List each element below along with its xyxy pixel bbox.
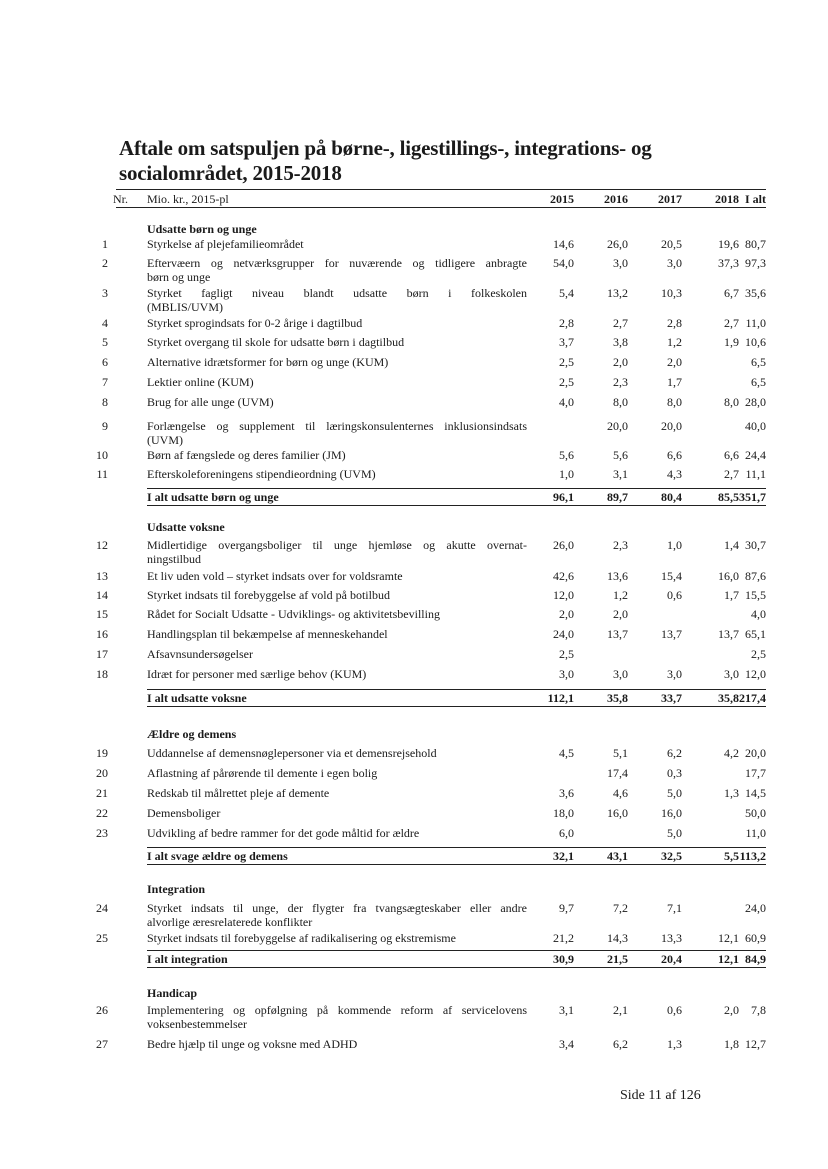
value-2015: 21,2 (553, 931, 574, 945)
value-2017: 0,3 (667, 766, 682, 780)
value-2018: 4,2 (724, 746, 739, 760)
value-2017: 16,0 (661, 806, 682, 820)
value-2017: 8,0 (667, 395, 682, 409)
value-2016: 2,7 (613, 316, 628, 330)
value-total: 65,1 (745, 627, 766, 641)
value-2018: 6,6 (724, 448, 739, 462)
section-heading: Udsatte voksne (147, 520, 225, 534)
row-number: 8 (102, 395, 108, 409)
row-description: Styrket sprogindsats for 0-2 årige i dagtilbud (147, 316, 363, 330)
total-2015: 96,1 (553, 490, 574, 504)
value-2015: 3,0 (559, 667, 574, 681)
value-2016: 3,0 (613, 667, 628, 681)
value-2015: 54,0 (553, 256, 574, 270)
row-description: Styrket fagligt niveau blandt udsatte børn i folkeskolen (147, 286, 527, 300)
total-total: 84,9 (745, 952, 766, 966)
value-2016: 5,6 (613, 448, 628, 462)
value-total: 11,1 (745, 467, 766, 481)
value-total: 14,5 (745, 786, 766, 800)
value-2017: 2,8 (667, 316, 682, 330)
value-2018: 1,7 (724, 588, 739, 602)
value-2017: 1,0 (667, 538, 682, 552)
value-2015: 1,0 (559, 467, 574, 481)
page-title: Aftale om satspuljen på børne-, ligestillings-, integrations- og socialområdet, 2015-2018 (119, 136, 652, 185)
value-2017: 6,2 (667, 746, 682, 760)
value-total: 24,4 (745, 448, 766, 462)
value-2016: 16,0 (607, 806, 628, 820)
value-total: 50,0 (745, 806, 766, 820)
row-description: Rådet for Socialt Udsatte - Udviklings- og aktivitetsbevilling (147, 607, 440, 621)
total-label: I alt udsatte voksne (147, 691, 247, 705)
row-description: ningstilbud (147, 552, 202, 566)
value-2015: 2,5 (559, 355, 574, 369)
value-2018: 2,0 (724, 1003, 739, 1017)
row-description: (MBLIS/UVM) (147, 300, 224, 314)
row-number: 17 (96, 647, 108, 661)
total-2015: 112,1 (547, 691, 574, 705)
value-2017: 1,3 (667, 1037, 682, 1051)
row-number: 4 (102, 316, 108, 330)
row-number: 14 (96, 588, 108, 602)
value-total: 24,0 (745, 901, 766, 915)
value-2016: 2,3 (613, 375, 628, 389)
value-2016: 3,1 (613, 467, 628, 481)
section-heading: Ældre og demens (147, 727, 237, 741)
value-total: 7,8 (751, 1003, 766, 1017)
row-number: 23 (96, 826, 108, 840)
total-2016: 21,5 (607, 952, 628, 966)
value-2015: 5,6 (559, 448, 574, 462)
value-2018: 1,9 (724, 335, 739, 349)
value-2016: 6,2 (613, 1037, 628, 1051)
row-description: Alternative idrætsformer for børn og unge (KUM) (147, 355, 389, 369)
value-2017: 0,6 (667, 1003, 682, 1017)
row-number: 26 (96, 1003, 108, 1017)
total-2017: 32,5 (661, 849, 682, 863)
value-2017: 6,6 (667, 448, 682, 462)
section-total-row (147, 689, 766, 707)
row-description: Midlertidige overgangsboliger til unge hjemløse og akutte overnat- (147, 538, 527, 552)
value-2015: 5,4 (559, 286, 574, 300)
row-description: Forlængelse og supplement til læringskonsulenternes inklusionsindsats (147, 419, 527, 433)
value-2016: 13,7 (607, 627, 628, 641)
row-number: 5 (102, 335, 108, 349)
value-total: 17,7 (745, 766, 766, 780)
value-total: 4,0 (751, 607, 766, 621)
value-2018: 8,0 (724, 395, 739, 409)
row-description: Styrket indsats til forebyggelse af vold på botilbud (147, 588, 390, 602)
row-description: børn og unge (147, 270, 211, 284)
value-total: 6,5 (751, 355, 766, 369)
value-2017: 15,4 (661, 569, 682, 583)
row-number: 19 (96, 746, 108, 760)
value-total: 20,0 (745, 746, 766, 760)
value-total: 15,5 (745, 588, 766, 602)
total-total: 113,2 (739, 849, 766, 863)
value-2016: 14,3 (607, 931, 628, 945)
value-2017: 3,0 (667, 667, 682, 681)
header-total: I alt (745, 192, 766, 206)
value-2016: 20,0 (607, 419, 628, 433)
value-2018: 2,7 (724, 467, 739, 481)
row-number: 6 (102, 355, 108, 369)
value-total: 40,0 (745, 419, 766, 433)
row-number: 15 (96, 607, 108, 621)
value-total: 11,0 (745, 316, 766, 330)
row-number: 11 (96, 467, 108, 481)
value-total: 10,6 (745, 335, 766, 349)
value-2017: 5,0 (667, 786, 682, 800)
row-number: 1 (102, 237, 108, 251)
value-2016: 2,0 (613, 355, 628, 369)
row-description: voksenbestemmelser (147, 1017, 247, 1031)
row-description: Idræt for personer med særlige behov (KUM) (147, 667, 367, 681)
row-description: Aflastning af pårørende til demente i egen bolig (147, 766, 378, 780)
value-total: 60,9 (745, 931, 766, 945)
value-2015: 2,8 (559, 316, 574, 330)
value-2016: 26,0 (607, 237, 628, 251)
total-2015: 32,1 (553, 849, 574, 863)
row-description: Lektier online (KUM) (147, 375, 254, 389)
total-2018: 85,5 (718, 490, 739, 504)
section-heading: Udsatte børn og unge (147, 222, 257, 236)
row-description: Brug for alle unge (UVM) (147, 395, 274, 409)
row-number: 13 (96, 569, 108, 583)
header-year-2018: 2018 (715, 192, 739, 206)
value-2017: 13,7 (661, 627, 682, 641)
value-2016: 13,2 (607, 286, 628, 300)
value-2018: 1,3 (724, 786, 739, 800)
value-2015: 9,7 (559, 901, 574, 915)
header-desc: Mio. kr., 2015-pl (147, 192, 229, 206)
value-total: 35,6 (745, 286, 766, 300)
header-year-2017: 2017 (658, 192, 682, 206)
total-2016: 35,8 (607, 691, 628, 705)
row-description: Demensboliger (147, 806, 221, 820)
row-number: 9 (102, 419, 108, 433)
value-2018: 19,6 (718, 237, 739, 251)
budget-table (96, 189, 766, 1051)
row-description: Uddannelse af demensnøglepersoner via et demensrejsehold (147, 746, 437, 760)
value-2016: 5,1 (613, 746, 628, 760)
row-number: 24 (96, 901, 108, 915)
value-2015: 3,6 (559, 786, 574, 800)
row-number: 12 (96, 538, 108, 552)
row-description: Redskab til målrettet pleje af demente (147, 786, 330, 800)
value-2015: 26,0 (553, 538, 574, 552)
value-2015: 3,1 (559, 1003, 574, 1017)
value-total: 28,0 (745, 395, 766, 409)
value-2018: 13,7 (718, 627, 739, 641)
value-2018: 37,3 (718, 256, 739, 270)
value-2017: 10,3 (661, 286, 682, 300)
value-2015: 12,0 (553, 588, 574, 602)
value-total: 11,0 (745, 826, 766, 840)
row-description: Bedre hjælp til unge og voksne med ADHD (147, 1037, 358, 1051)
value-2017: 7,1 (667, 901, 682, 915)
total-label: I alt svage ældre og demens (147, 849, 288, 863)
value-2016: 3,8 (613, 335, 628, 349)
value-2016: 17,4 (607, 766, 628, 780)
total-2017: 33,7 (661, 691, 682, 705)
value-2016: 2,3 (613, 538, 628, 552)
total-2016: 89,7 (607, 490, 628, 504)
row-description: Styrket indsats til forebyggelse af radikalisering og ekstremisme (147, 931, 456, 945)
total-2018: 5,5 (724, 849, 739, 863)
row-number: 25 (96, 931, 108, 945)
value-2016: 2,1 (613, 1003, 628, 1017)
total-total: 351,7 (739, 490, 766, 504)
section-heading: Integration (147, 882, 205, 896)
value-2018: 6,7 (724, 286, 739, 300)
section-heading: Handicap (147, 986, 198, 1000)
row-description: Et liv uden vold – styrket indsats over for voldsramte (147, 569, 403, 583)
value-2017: 2,0 (667, 355, 682, 369)
value-2015: 2,5 (559, 647, 574, 661)
value-2018: 3,0 (724, 667, 739, 681)
row-number: 16 (96, 627, 108, 641)
row-description: Udvikling af bedre rammer for det gode måltid for ældre (147, 826, 420, 840)
value-2016: 3,0 (613, 256, 628, 270)
value-2015: 14,6 (553, 237, 574, 251)
row-number: 27 (96, 1037, 108, 1051)
value-2017: 5,0 (667, 826, 682, 840)
header-year-2016: 2016 (604, 192, 628, 206)
total-label: I alt udsatte børn og unge (147, 490, 279, 504)
value-2016: 7,2 (613, 901, 628, 915)
value-total: 87,6 (745, 569, 766, 583)
value-2016: 8,0 (613, 395, 628, 409)
row-number: 18 (96, 667, 108, 681)
value-2016: 4,6 (613, 786, 628, 800)
page-number: Side 11 af 126 (620, 1088, 701, 1103)
value-total: 97,3 (745, 256, 766, 270)
row-description: Styrket indsats til unge, der flygter fra tvangsægteskaber eller andre (147, 901, 527, 915)
value-2016: 1,2 (613, 588, 628, 602)
value-total: 80,7 (745, 237, 766, 251)
value-2015: 42,6 (553, 569, 574, 583)
total-2017: 20,4 (661, 952, 682, 966)
value-2018: 1,8 (724, 1037, 739, 1051)
value-2018: 12,1 (718, 931, 739, 945)
value-2015: 4,0 (559, 395, 574, 409)
value-2017: 0,6 (667, 588, 682, 602)
value-2016: 2,0 (613, 607, 628, 621)
value-2015: 6,0 (559, 826, 574, 840)
value-2017: 20,0 (661, 419, 682, 433)
total-2017: 80,4 (661, 490, 682, 504)
row-description: Styrkelse af plejefamilieområdet (147, 237, 304, 251)
value-total: 6,5 (751, 375, 766, 389)
row-number: 3 (102, 286, 108, 300)
value-2018: 1,4 (724, 538, 739, 552)
row-description: Implementering og opfølgning på kommende reform af servicelovens (147, 1003, 527, 1017)
value-2017: 3,0 (667, 256, 682, 270)
total-total: 217,4 (739, 691, 766, 705)
value-2017: 13,3 (661, 931, 682, 945)
value-2015: 3,4 (559, 1037, 574, 1051)
row-description: Afsavnsundersøgelser (147, 647, 253, 661)
value-total: 30,7 (745, 538, 766, 552)
total-2018: 35,8 (718, 691, 739, 705)
value-2015: 24,0 (553, 627, 574, 641)
row-number: 20 (96, 766, 108, 780)
row-description: (UVM) (147, 433, 183, 447)
section-total-row (147, 488, 766, 506)
row-number: 10 (96, 448, 108, 462)
row-description: Styrket overgang til skole for udsatte børn i dagtilbud (147, 335, 405, 349)
value-2015: 2,5 (559, 375, 574, 389)
row-number: 21 (96, 786, 108, 800)
value-2015: 2,0 (559, 607, 574, 621)
row-description: alvorlige æresrelaterede konflikter (147, 915, 313, 929)
header-year-2015: 2015 (550, 192, 574, 206)
header-nr: Nr. (113, 192, 128, 206)
row-description: Eftervæern og netværksgrupper for nuværende og tidligere anbragte (147, 256, 527, 270)
value-2018: 2,7 (724, 316, 739, 330)
row-number: 2 (102, 256, 108, 270)
value-2015: 4,5 (559, 746, 574, 760)
value-2015: 18,0 (553, 806, 574, 820)
value-2016: 13,6 (607, 569, 628, 583)
value-2017: 1,7 (667, 375, 682, 389)
section-total-row (147, 950, 766, 968)
total-label: I alt integration (147, 952, 228, 966)
value-total: 12,0 (745, 667, 766, 681)
row-description: Efterskoleforeningens stipendieordning (UVM) (147, 467, 376, 481)
row-description: Børn af fængslede og deres familier (JM) (147, 448, 346, 462)
value-total: 12,7 (745, 1037, 766, 1051)
value-2017: 1,2 (667, 335, 682, 349)
value-2018: 16,0 (718, 569, 739, 583)
value-2015: 3,7 (559, 335, 574, 349)
table-header (113, 189, 766, 208)
total-2018: 12,1 (718, 952, 739, 966)
row-number: 7 (102, 375, 108, 389)
row-number: 22 (96, 806, 108, 820)
total-2015: 30,9 (553, 952, 574, 966)
total-2016: 43,1 (607, 849, 628, 863)
value-total: 2,5 (751, 647, 766, 661)
value-2017: 20,5 (661, 237, 682, 251)
value-2017: 4,3 (667, 467, 682, 481)
section-total-row (147, 847, 766, 865)
row-description: Handlingsplan til bekæmpelse af menneskehandel (147, 627, 388, 641)
